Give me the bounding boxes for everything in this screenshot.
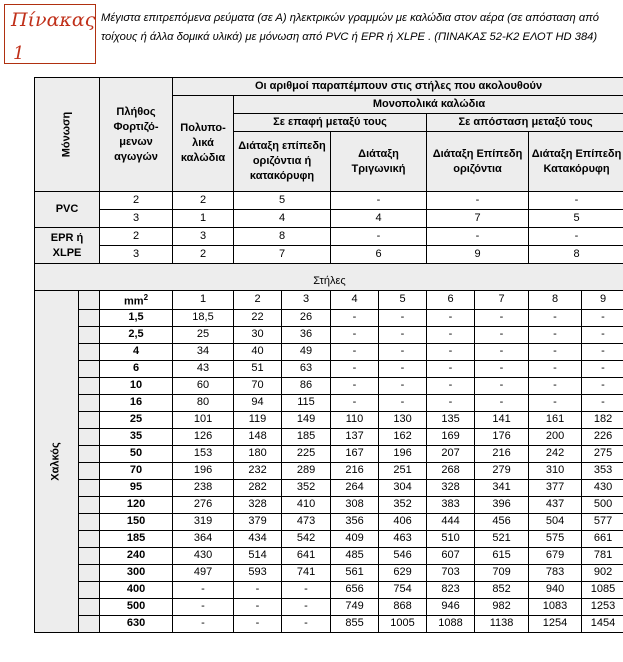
current-value-cell: - <box>234 581 282 598</box>
numbers-refer-header: Οι αριθμοί παραπέμπουν στις στήλες που ακολουθούν <box>173 78 623 96</box>
cross-section-cell: 35 <box>100 428 173 445</box>
table-row <box>35 479 623 496</box>
current-value-cell: 1138 <box>475 615 529 632</box>
current-value-cell: - <box>173 581 234 598</box>
logo-number: 1 <box>13 43 25 64</box>
current-value-cell: 130 <box>379 411 427 428</box>
column-number: 5 <box>379 291 427 310</box>
current-value-cell: 379 <box>234 513 282 530</box>
current-value-cell: 741 <box>282 564 331 581</box>
table-row <box>35 343 623 360</box>
current-value-cell: 25 <box>173 326 234 343</box>
spacer-cell <box>79 564 100 581</box>
table-caption: Μέγιστα επιτρεπόμενα ρεύματα (σε Α) ηλεκτρικών γραμμών με καλώδια στον αέρα (σε απόσταση από τοίχους ή άλλα δομικά υλικά) με μόνωση από PVC ή EPR ή XLPE . (ΠΙΝΑΚΑΣ 52-Κ2 ΕΛΟΤ HD 384) <box>101 12 599 43</box>
current-value-cell: 276 <box>173 496 234 513</box>
current-value-cell: 207 <box>427 445 475 462</box>
current-value-cell: 167 <box>331 445 379 462</box>
mapping-cell: - <box>331 228 427 246</box>
current-value-cell: 161 <box>529 411 582 428</box>
mapping-cell: 9 <box>427 246 529 264</box>
current-value-cell: 521 <box>475 530 529 547</box>
current-value-cell: 352 <box>282 479 331 496</box>
current-value-cell: 607 <box>427 547 475 564</box>
table-row <box>35 564 623 581</box>
current-value-cell: 310 <box>529 462 582 479</box>
spacer-cell <box>79 530 100 547</box>
current-value-cell: 500 <box>582 496 623 513</box>
current-value-cell: 868 <box>379 598 427 615</box>
table-row <box>35 615 623 632</box>
current-value-cell: - <box>234 615 282 632</box>
current-value-cell: - <box>529 326 582 343</box>
current-value-cell: - <box>475 394 529 411</box>
mapping-cell: - <box>331 192 427 210</box>
current-value-cell: 86 <box>282 377 331 394</box>
table-row <box>35 445 623 462</box>
spacer-cell <box>79 479 100 496</box>
current-value-cell: 226 <box>582 428 623 445</box>
current-value-cell: 264 <box>331 479 379 496</box>
current-value-cell: - <box>582 377 623 394</box>
current-value-cell: 430 <box>173 547 234 564</box>
current-value-cell: 137 <box>331 428 379 445</box>
current-value-cell: 641 <box>282 547 331 564</box>
mapping-cell: - <box>427 228 529 246</box>
current-value-cell: - <box>173 615 234 632</box>
current-value-cell: - <box>475 360 529 377</box>
current-value-cell: 593 <box>234 564 282 581</box>
current-value-cell: 51 <box>234 360 282 377</box>
current-value-cell: 60 <box>173 377 234 394</box>
current-value-cell: 781 <box>582 547 623 564</box>
mm2-header: $mm^2$ <box>100 291 173 310</box>
cross-section-cell: 16 <box>100 394 173 411</box>
current-value-cell: 577 <box>582 513 623 530</box>
current-value-cell: - <box>529 360 582 377</box>
current-value-cell: 709 <box>475 564 529 581</box>
mapping-cell: 3 <box>100 210 173 228</box>
current-value-cell: 49 <box>282 343 331 360</box>
current-value-cell: 514 <box>234 547 282 564</box>
current-value-cell: 119 <box>234 411 282 428</box>
current-value-cell: 409 <box>331 530 379 547</box>
touching-header: Σε επαφή μεταξύ τους <box>234 114 427 132</box>
cross-section-cell: 50 <box>100 445 173 462</box>
column-number: 8 <box>529 291 582 310</box>
current-value-cell: 180 <box>234 445 282 462</box>
mapping-cell: 2 <box>100 192 173 210</box>
current-value-cell: 18,5 <box>173 309 234 326</box>
current-value-cell: 196 <box>379 445 427 462</box>
current-value-cell: - <box>475 343 529 360</box>
current-value-cell: 485 <box>331 547 379 564</box>
current-value-cell: 26 <box>282 309 331 326</box>
epr-xlpe-label: EPR ή XLPE <box>35 228 100 264</box>
spacer-cell <box>79 394 100 411</box>
spacer-cell <box>79 513 100 530</box>
current-value-cell: 200 <box>529 428 582 445</box>
current-value-cell: 1083 <box>529 598 582 615</box>
current-value-cell: 279 <box>475 462 529 479</box>
current-value-cell: 70 <box>234 377 282 394</box>
spacer-cell <box>79 360 100 377</box>
mapping-cell: 2 <box>173 246 234 264</box>
cross-section-cell: 2,5 <box>100 326 173 343</box>
current-value-cell: 251 <box>379 462 427 479</box>
column-number: 7 <box>475 291 529 310</box>
current-value-cell: 169 <box>427 428 475 445</box>
current-value-cell: 940 <box>529 581 582 598</box>
current-value-cell: - <box>582 394 623 411</box>
cross-section-cell: 1,5 <box>100 309 173 326</box>
mapping-cell: 8 <box>529 246 623 264</box>
cross-section-cell: 185 <box>100 530 173 547</box>
current-value-cell: - <box>331 377 379 394</box>
current-value-cell: 225 <box>282 445 331 462</box>
table-row <box>35 411 623 428</box>
cross-section-cell: 150 <box>100 513 173 530</box>
mapping-cell: 2 <box>100 228 173 246</box>
current-value-cell: 902 <box>582 564 623 581</box>
current-value-cell: 149 <box>282 411 331 428</box>
spacer-cell <box>79 445 100 462</box>
current-value-cell: 463 <box>379 530 427 547</box>
current-value-cell: - <box>379 394 427 411</box>
mapping-cell: 5 <box>234 192 331 210</box>
current-value-cell: 232 <box>234 462 282 479</box>
current-value-cell: 304 <box>379 479 427 496</box>
table-row <box>35 309 623 326</box>
current-value-cell: 185 <box>282 428 331 445</box>
current-value-cell: - <box>427 360 475 377</box>
mapping-cell: 6 <box>331 246 427 264</box>
spacer-cell <box>79 326 100 343</box>
logo-title: Πίνακας <box>11 9 96 31</box>
current-value-cell: - <box>331 326 379 343</box>
current-value-cell: 510 <box>427 530 475 547</box>
mapping-cell: 4 <box>331 210 427 228</box>
current-value-cell: - <box>427 394 475 411</box>
current-value-cell: 36 <box>282 326 331 343</box>
current-value-cell: 504 <box>529 513 582 530</box>
pvc-label: PVC <box>35 192 100 228</box>
table-row <box>35 513 623 530</box>
current-value-cell: 629 <box>379 564 427 581</box>
current-value-cell: 282 <box>234 479 282 496</box>
current-value-cell: - <box>331 309 379 326</box>
current-value-cell: - <box>529 309 582 326</box>
current-value-cell: 275 <box>582 445 623 462</box>
current-value-cell: - <box>475 326 529 343</box>
table-row <box>35 496 623 513</box>
current-value-cell: 141 <box>475 411 529 428</box>
mapping-cell: 3 <box>173 228 234 246</box>
columns-label: Στήλες <box>35 273 623 291</box>
current-value-cell: 1454 <box>582 615 623 632</box>
spacer-cell <box>79 462 100 479</box>
current-value-cell: - <box>379 343 427 360</box>
flat-vertical-header: Διάταξη Επίπεδη Κατακόρυφη <box>529 132 623 192</box>
spacer-cell <box>79 615 100 632</box>
current-value-cell: 561 <box>331 564 379 581</box>
current-value-cell: 216 <box>331 462 379 479</box>
table-row <box>35 360 623 377</box>
spacer-cell <box>79 581 100 598</box>
column-number: 3 <box>282 291 331 310</box>
flat-touching-header: Διάταξη επίπεδη οριζόντια ή κατακόρυφη <box>234 132 331 192</box>
current-value-cell: - <box>331 360 379 377</box>
material-label: Χαλκός <box>35 291 79 633</box>
current-value-cell: 383 <box>427 496 475 513</box>
spacer-cell <box>79 547 100 564</box>
table-row <box>35 394 623 411</box>
current-value-cell: 341 <box>475 479 529 496</box>
mapping-cell: 8 <box>234 228 331 246</box>
current-value-cell: 308 <box>331 496 379 513</box>
cross-section-cell: 4 <box>100 343 173 360</box>
spacer-cell <box>79 496 100 513</box>
spacer-cell <box>79 291 100 310</box>
column-number: 1 <box>173 291 234 310</box>
cross-section-cell: 300 <box>100 564 173 581</box>
cross-section-cell: 6 <box>100 360 173 377</box>
current-value-cell: 444 <box>427 513 475 530</box>
current-value-cell: 679 <box>529 547 582 564</box>
current-value-cell: 396 <box>475 496 529 513</box>
cross-section-cell: 500 <box>100 598 173 615</box>
current-value-cell: - <box>529 343 582 360</box>
current-value-cell: 946 <box>427 598 475 615</box>
loaded-conductors-header: Πλήθος Φορτιζό-μενων αγωγών <box>100 78 173 192</box>
current-value-cell: - <box>379 377 427 394</box>
current-value-cell: 1253 <box>582 598 623 615</box>
current-value-cell: - <box>282 615 331 632</box>
current-value-cell: 754 <box>379 581 427 598</box>
current-value-cell: - <box>582 343 623 360</box>
table-row <box>35 581 623 598</box>
current-value-cell: 497 <box>173 564 234 581</box>
current-value-cell: 153 <box>173 445 234 462</box>
current-value-cell: - <box>379 309 427 326</box>
spacer-cell <box>79 309 100 326</box>
current-value-cell: 319 <box>173 513 234 530</box>
current-value-cell: 473 <box>282 513 331 530</box>
insulation-header: Μόνωση <box>35 78 100 192</box>
current-value-cell: 542 <box>282 530 331 547</box>
current-value-cell: - <box>282 581 331 598</box>
current-value-cell: 63 <box>282 360 331 377</box>
current-value-cell: - <box>427 326 475 343</box>
current-value-cell: 703 <box>427 564 475 581</box>
multicore-header: Πολυπο-λικά καλώδια <box>173 96 234 192</box>
current-value-cell: 94 <box>234 394 282 411</box>
table-row <box>35 547 623 564</box>
current-value-cell: - <box>529 394 582 411</box>
current-value-cell: - <box>582 326 623 343</box>
cross-section-cell: 70 <box>100 462 173 479</box>
current-value-cell: - <box>234 598 282 615</box>
current-value-cell: 456 <box>475 513 529 530</box>
mapping-cell: 7 <box>427 210 529 228</box>
current-value-cell: 238 <box>173 479 234 496</box>
table-row <box>35 377 623 394</box>
current-value-cell: 406 <box>379 513 427 530</box>
mapping-cell: - <box>529 192 623 210</box>
current-value-cell: 661 <box>582 530 623 547</box>
divider-row <box>35 264 623 274</box>
current-value-cell: 823 <box>427 581 475 598</box>
mapping-cell: 5 <box>529 210 623 228</box>
current-value-cell: 162 <box>379 428 427 445</box>
current-value-cell: 410 <box>282 496 331 513</box>
table-row <box>35 428 623 445</box>
current-value-cell: 242 <box>529 445 582 462</box>
current-value-cell: 216 <box>475 445 529 462</box>
current-value-cell: 356 <box>331 513 379 530</box>
current-value-cell: 855 <box>331 615 379 632</box>
current-value-cell: 852 <box>475 581 529 598</box>
current-value-cell: 22 <box>234 309 282 326</box>
mapping-cell: 2 <box>173 192 234 210</box>
current-value-cell: 1005 <box>379 615 427 632</box>
table-row <box>35 462 623 479</box>
cross-section-cell: 240 <box>100 547 173 564</box>
table-number-logo <box>4 4 96 64</box>
spacer-cell <box>79 598 100 615</box>
current-value-cell: - <box>582 309 623 326</box>
current-value-cell: - <box>475 309 529 326</box>
flat-horizontal-header: Διάταξη Επίπεδη οριζόντια <box>427 132 529 192</box>
table-row <box>35 530 623 547</box>
current-value-cell: 110 <box>331 411 379 428</box>
current-value-cell: 289 <box>282 462 331 479</box>
table-row <box>35 326 623 343</box>
current-value-cell: - <box>331 394 379 411</box>
spacer-cell <box>79 428 100 445</box>
current-value-cell: - <box>475 377 529 394</box>
column-number: 4 <box>331 291 379 310</box>
current-value-cell: - <box>379 326 427 343</box>
current-value-cell: 353 <box>582 462 623 479</box>
current-value-cell: 126 <box>173 428 234 445</box>
cross-section-cell: 10 <box>100 377 173 394</box>
current-value-cell: 352 <box>379 496 427 513</box>
current-value-cell: - <box>379 360 427 377</box>
spacer-cell <box>79 411 100 428</box>
current-value-cell: 101 <box>173 411 234 428</box>
mapping-cell: - <box>427 192 529 210</box>
mapping-cell: - <box>529 228 623 246</box>
spaced-header: Σε απόσταση μεταξύ τους <box>427 114 623 132</box>
current-value-cell: 34 <box>173 343 234 360</box>
current-value-cell: 328 <box>234 496 282 513</box>
current-value-cell: 268 <box>427 462 475 479</box>
cross-section-cell: 25 <box>100 411 173 428</box>
spacer-cell <box>79 377 100 394</box>
current-value-cell: - <box>331 343 379 360</box>
current-value-cell: - <box>282 598 331 615</box>
current-value-cell: - <box>173 598 234 615</box>
current-value-cell: 328 <box>427 479 475 496</box>
mapping-cell: 1 <box>173 210 234 228</box>
current-value-cell: 182 <box>582 411 623 428</box>
single-core-header: Μονοπολικά καλώδια <box>234 96 623 114</box>
current-value-cell: 783 <box>529 564 582 581</box>
current-value-cell: 364 <box>173 530 234 547</box>
mapping-cell: 7 <box>234 246 331 264</box>
current-value-cell: 43 <box>173 360 234 377</box>
column-number: 9 <box>582 291 623 310</box>
current-value-cell: 982 <box>475 598 529 615</box>
mapping-cell: 4 <box>234 210 331 228</box>
current-value-cell: - <box>529 377 582 394</box>
cross-section-cell: 95 <box>100 479 173 496</box>
current-value-cell: 575 <box>529 530 582 547</box>
current-value-cell: - <box>427 377 475 394</box>
current-value-cell: - <box>582 360 623 377</box>
ampacity-table <box>34 77 623 633</box>
current-value-cell: 176 <box>475 428 529 445</box>
spacer-cell <box>79 343 100 360</box>
table-row <box>35 598 623 615</box>
current-value-cell: 437 <box>529 496 582 513</box>
current-value-cell: 615 <box>475 547 529 564</box>
current-value-cell: 80 <box>173 394 234 411</box>
current-value-cell: 1085 <box>582 581 623 598</box>
current-value-cell: 1254 <box>529 615 582 632</box>
current-value-cell: 434 <box>234 530 282 547</box>
mapping-cell: 3 <box>100 246 173 264</box>
current-value-cell: - <box>427 343 475 360</box>
column-number: 6 <box>427 291 475 310</box>
current-value-cell: 30 <box>234 326 282 343</box>
cross-section-cell: 400 <box>100 581 173 598</box>
current-value-cell: 656 <box>331 581 379 598</box>
trefoil-header: Διάταξη Τριγωνική <box>331 132 427 192</box>
current-value-cell: 430 <box>582 479 623 496</box>
current-value-cell: 148 <box>234 428 282 445</box>
current-value-cell: 377 <box>529 479 582 496</box>
current-value-cell: 1088 <box>427 615 475 632</box>
cross-section-cell: 630 <box>100 615 173 632</box>
current-value-cell: 135 <box>427 411 475 428</box>
cross-section-cell: 120 <box>100 496 173 513</box>
current-value-cell: 196 <box>173 462 234 479</box>
current-value-cell: 749 <box>331 598 379 615</box>
current-value-cell: 40 <box>234 343 282 360</box>
current-value-cell: - <box>427 309 475 326</box>
column-number: 2 <box>234 291 282 310</box>
current-value-cell: 115 <box>282 394 331 411</box>
current-value-cell: 546 <box>379 547 427 564</box>
